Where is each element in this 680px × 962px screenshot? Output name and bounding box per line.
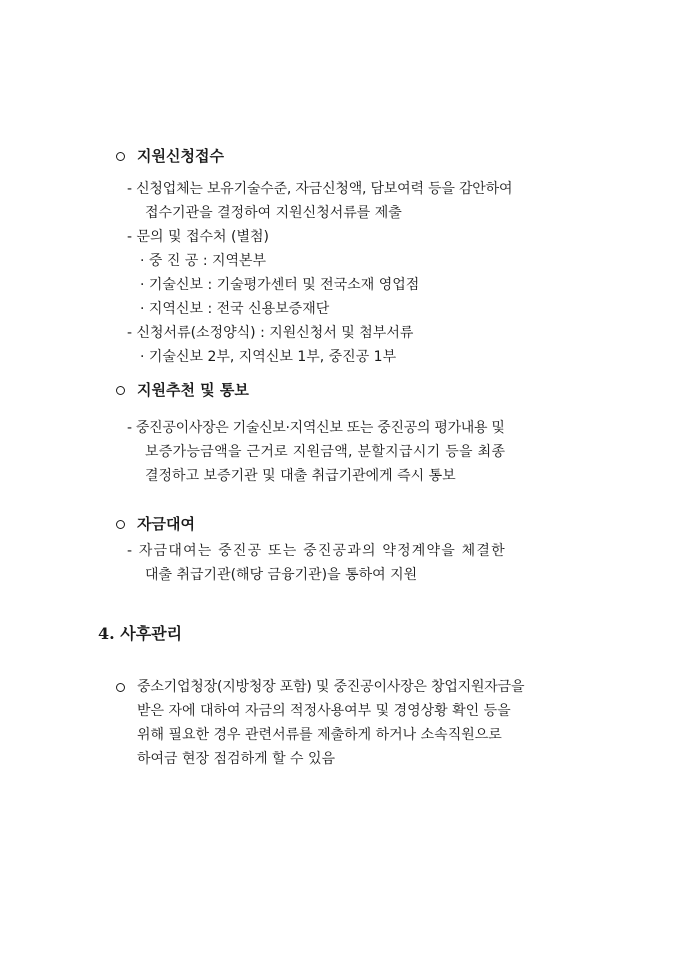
text-line: 중소기업청장(지방청장 포함) 및 중진공이사장은 창업지원자금을 — [137, 679, 525, 695]
text-line: 보증가능금액을 근거로 지원금액, 분할지급시기 등을 최종 — [145, 444, 506, 460]
section-title-aftercare: 4. 사후관리 — [98, 624, 183, 643]
circle-bullet-icon — [116, 683, 125, 692]
text-line: · 기술신보 : 기술평가센터 및 전국소재 영업점 — [140, 277, 420, 293]
text-line: · 중 진 공 : 지역본부 — [140, 253, 267, 269]
circle-bullet-icon — [116, 152, 125, 161]
text-line: 대출 취급기관(해당 금융기관)을 통하여 지원 — [145, 567, 418, 583]
circle-bullet-icon — [116, 520, 125, 529]
text-line: 결정하고 보증기관 및 대출 취급기관에게 즉시 통보 — [145, 468, 456, 484]
text-line: - 문의 및 접수처 (별첨) — [127, 229, 269, 245]
text-line: - 신청업체는 보유기술수준, 자금신청액, 담보여력 등을 감안하여 — [127, 181, 513, 197]
text-line: 받은 자에 대하여 자금의 적정사용여부 및 경영상황 확인 등을 — [137, 703, 511, 719]
text-line: · 지역신보 : 전국 신용보증재단 — [140, 301, 330, 317]
text-line: 접수기관을 결정하여 지원신청서류를 제출 — [145, 205, 402, 221]
circle-bullet-icon — [116, 386, 125, 395]
text-line: - 자금대여는 중진공 또는 중진공과의 약정계약을 체결한 — [127, 543, 506, 559]
text-line: · 기술신보 2부, 지역신보 1부, 중진공 1부 — [140, 349, 397, 365]
text-line: 위해 필요한 경우 관련서류를 제출하게 하거나 소속직원으로 — [137, 727, 502, 743]
text-line: 하여금 현장 점검하게 할 수 있음 — [137, 751, 336, 767]
section-heading-application: 지원신청접수 — [137, 147, 224, 165]
section-heading-recommendation: 지원추천 및 통보 — [137, 381, 249, 399]
section-heading-lending: 자금대여 — [137, 515, 195, 533]
text-line: - 신청서류(소정양식) : 지원신청서 및 첨부서류 — [127, 325, 414, 341]
text-line: - 중진공이사장은 기술신보·지역신보 또는 중진공의 평가내용 및 — [127, 420, 505, 436]
